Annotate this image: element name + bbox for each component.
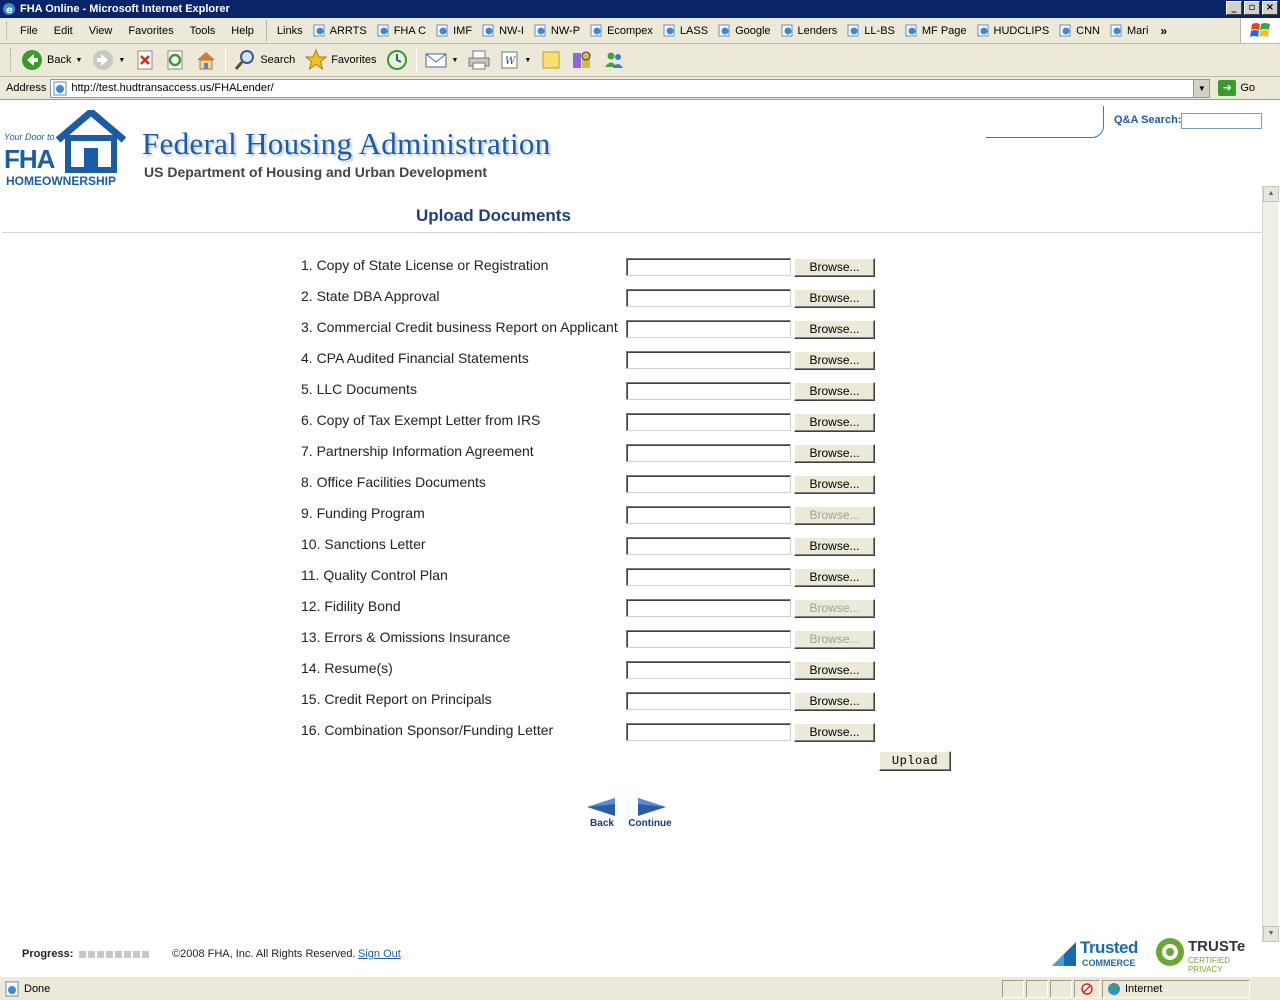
ie-page-icon — [905, 24, 919, 37]
research-button[interactable] — [566, 46, 598, 74]
ie-page-icon — [313, 24, 327, 37]
links-bar — [266, 20, 1167, 42]
toolbar-separator — [225, 48, 226, 72]
qa-search-label: Q&A Search: — [1114, 114, 1182, 126]
document-label: 4. CPA Audited Financial Statements — [301, 350, 529, 366]
browse-button: Browse... — [794, 599, 875, 618]
link-item[interactable] — [714, 24, 776, 37]
progress-steps — [79, 951, 149, 958]
continue-arrow-icon — [634, 798, 666, 816]
window-title: FHA Online - Microsoft Internet Explorer — [20, 3, 230, 15]
nav-continue-label: Continue — [628, 818, 672, 829]
logo-tagline: Your Door to — [4, 132, 55, 142]
stop-icon — [135, 50, 155, 70]
browse-button[interactable]: Browse... — [794, 661, 875, 680]
home-icon — [195, 50, 217, 70]
document-row — [2, 411, 902, 431]
ie-page-icon — [1110, 24, 1124, 37]
page-icon — [53, 81, 68, 96]
trusted-commerce-icon — [1050, 940, 1078, 968]
file-path-input[interactable] — [626, 506, 791, 524]
document-row — [2, 597, 902, 617]
go-button[interactable] — [1218, 80, 1255, 96]
back-arrow-icon — [21, 49, 43, 71]
document-row — [2, 256, 902, 276]
note-icon — [541, 50, 561, 70]
browse-button[interactable]: Browse... — [794, 258, 875, 277]
browse-button[interactable]: Browse... — [794, 568, 875, 587]
back-label: Back — [47, 54, 72, 66]
menu-edit[interactable]: Edit — [53, 24, 73, 37]
ie-page-icon — [977, 24, 991, 37]
maximize-button[interactable]: ▫ — [1244, 1, 1260, 15]
popup-blocked-panel[interactable] — [1074, 980, 1100, 998]
link-label: HUDCLIPS — [993, 24, 1050, 37]
fha-logo[interactable] — [4, 110, 124, 188]
link-item[interactable] — [1055, 24, 1106, 37]
document-row — [2, 504, 902, 524]
document-label: 14. Resume(s) — [301, 660, 393, 676]
history-button[interactable] — [381, 46, 413, 74]
edit-word-button[interactable] — [495, 46, 536, 74]
file-path-input[interactable] — [626, 289, 791, 307]
toolbar-grip[interactable] — [6, 22, 9, 40]
svg-text:W: W — [505, 56, 516, 67]
link-label: LASS — [679, 24, 709, 37]
home-button[interactable] — [190, 46, 222, 74]
links-more-chevron[interactable]: » — [1160, 23, 1168, 38]
logo-fha: FHA — [4, 144, 55, 174]
link-item[interactable] — [586, 24, 659, 37]
document-row — [2, 721, 902, 741]
status-text-panel — [0, 981, 1000, 997]
link-label: ARRTS — [329, 24, 367, 37]
status-panel — [1002, 980, 1024, 998]
toolbar-grip-2[interactable] — [10, 48, 13, 72]
file-path-input[interactable] — [626, 413, 791, 431]
scroll-up-arrow-icon[interactable]: ▲ — [1263, 186, 1279, 202]
go-label: Go — [1240, 82, 1256, 94]
sign-out-link[interactable]: Sign Out — [358, 948, 401, 960]
forward-arrow-icon — [92, 49, 114, 71]
ie-page-icon — [718, 24, 732, 37]
ie-page-icon — [847, 24, 861, 37]
link-item[interactable] — [901, 24, 973, 37]
document-row — [2, 287, 902, 307]
header-decoration — [986, 106, 1104, 138]
truste-badge[interactable] — [1154, 936, 1262, 974]
close-window-button[interactable]: × — [1262, 1, 1278, 15]
back-arrow-icon — [587, 798, 619, 816]
file-path-input[interactable] — [626, 599, 791, 617]
word-document-icon — [500, 50, 520, 70]
browse-button[interactable]: Browse... — [794, 444, 875, 463]
research-book-icon — [571, 50, 593, 70]
page-navigation — [584, 798, 684, 832]
link-item[interactable] — [373, 24, 432, 37]
browse-button[interactable]: Browse... — [794, 413, 875, 432]
browse-button[interactable]: Browse... — [794, 289, 875, 308]
document-row — [2, 349, 902, 369]
document-label: 2. State DBA Approval — [301, 288, 440, 304]
address-url: http://test.hudtransaccess.us/FHALender/ — [71, 82, 274, 94]
link-label: Mari — [1127, 24, 1149, 37]
page-viewport — [2, 102, 1262, 976]
refresh-button[interactable] — [160, 46, 190, 74]
scroll-down-arrow-icon[interactable]: ▼ — [1263, 926, 1279, 942]
favorites-button[interactable] — [300, 46, 381, 74]
trusted-text: Trusted — [1080, 938, 1138, 957]
search-icon — [234, 49, 256, 71]
windows-logo-icon — [1240, 18, 1280, 43]
progress-step — [88, 951, 95, 958]
printer-icon — [468, 50, 490, 70]
browse-button[interactable]: Browse... — [794, 475, 875, 494]
discuss-button[interactable] — [536, 46, 566, 74]
globe-icon — [1107, 982, 1121, 996]
link-item[interactable] — [659, 24, 714, 37]
file-path-input[interactable] — [626, 382, 791, 400]
link-label: Ecompex — [607, 24, 653, 37]
link-item[interactable] — [530, 24, 586, 37]
messenger-button[interactable] — [598, 46, 630, 74]
progress-indicator — [22, 948, 149, 960]
favorites-label: Favorites — [331, 54, 377, 66]
back-button[interactable] — [16, 46, 87, 74]
progress-label: Progress: — [22, 948, 74, 960]
progress-step — [106, 951, 113, 958]
ie-page-icon — [436, 24, 450, 37]
document-label: 16. Combination Sponsor/Funding Letter — [301, 722, 554, 738]
ie-page-icon — [590, 24, 604, 37]
site-subtitle: US Department of Housing and Urban Development — [144, 164, 488, 180]
standard-toolbar — [0, 44, 1280, 77]
progress-step — [115, 951, 122, 958]
document-row — [2, 535, 902, 555]
internet-explorer-icon — [2, 2, 16, 16]
truste-seal-icon — [1154, 936, 1186, 968]
link-item[interactable] — [973, 24, 1056, 37]
link-label: Google — [735, 24, 771, 37]
address-dropdown-icon[interactable]: ▼ — [1193, 80, 1209, 97]
logo-homeownership: HOMEOWNERSHIP — [6, 174, 117, 188]
link-label: Lenders — [797, 24, 838, 37]
link-item[interactable] — [309, 24, 373, 37]
edit-dropdown-icon[interactable]: ▼ — [524, 56, 532, 64]
mail-button[interactable] — [420, 46, 463, 74]
document-row — [2, 690, 902, 710]
link-label: NW-I — [499, 24, 524, 37]
mail-icon — [425, 51, 447, 69]
upload-button[interactable]: Upload — [879, 751, 951, 771]
document-row — [2, 628, 902, 648]
minimize-button[interactable]: _ — [1226, 1, 1242, 15]
vertical-scrollbar[interactable] — [1262, 186, 1278, 942]
browse-button[interactable]: Browse... — [794, 692, 875, 711]
history-icon — [386, 49, 408, 71]
links-label: Links — [276, 24, 303, 37]
document-row — [2, 659, 902, 679]
forward-button[interactable] — [87, 46, 130, 74]
document-row — [2, 318, 902, 338]
go-arrow-icon: ➜ — [1218, 80, 1236, 96]
browse-button[interactable]: Browse... — [794, 351, 875, 370]
svg-text:e: e — [6, 5, 13, 16]
file-path-input[interactable] — [626, 661, 791, 679]
document-row — [2, 442, 902, 462]
certified-privacy-text: CERTIFIED PRIVACY — [1188, 956, 1231, 974]
ie-page-icon — [663, 24, 677, 37]
document-label: 5. LLC Documents — [301, 381, 417, 397]
status-panel — [1026, 980, 1048, 998]
menu-help[interactable]: Help — [231, 24, 254, 37]
link-label: MF Page — [921, 24, 967, 37]
messenger-people-icon — [603, 50, 625, 70]
file-path-input[interactable] — [626, 568, 791, 586]
blocked-icon — [1081, 983, 1093, 995]
address-input[interactable] — [50, 79, 1210, 98]
nav-back-label: Back — [590, 818, 614, 829]
browse-button: Browse... — [794, 630, 875, 649]
progress-step — [133, 951, 140, 958]
print-button[interactable] — [463, 46, 495, 74]
menu-favorites[interactable]: Favorites — [128, 24, 174, 37]
nav-continue-button[interactable] — [628, 798, 676, 832]
file-path-input[interactable] — [626, 692, 791, 710]
link-label: FHA C — [393, 24, 427, 37]
ie-page-icon — [1059, 24, 1073, 37]
browse-button[interactable]: Browse... — [794, 723, 875, 742]
file-path-input[interactable] — [626, 475, 791, 493]
heading-divider — [2, 232, 1262, 233]
progress-step — [124, 951, 131, 958]
link-item[interactable] — [478, 24, 530, 37]
browse-button[interactable]: Browse... — [794, 537, 875, 556]
document-label: 13. Errors & Omissions Insurance — [301, 629, 511, 645]
document-label: 1. Copy of State License or Registration — [301, 257, 549, 273]
document-row — [2, 380, 902, 400]
qa-search-input[interactable] — [1181, 113, 1262, 129]
status-panel — [1050, 980, 1072, 998]
page-title: Upload Documents — [416, 206, 571, 225]
zone-text: Internet — [1125, 982, 1163, 995]
menu-tools[interactable]: Tools — [189, 24, 216, 37]
ie-page-icon — [377, 24, 391, 37]
ie-page-icon — [534, 24, 548, 37]
file-path-input[interactable] — [626, 320, 791, 338]
progress-step — [97, 951, 104, 958]
mail-dropdown-icon[interactable]: ▼ — [451, 56, 459, 64]
ie-page-icon — [482, 24, 496, 37]
ie-page-icon — [781, 24, 795, 37]
document-label: 6. Copy of Tax Exempt Letter from IRS — [301, 412, 541, 428]
document-label: 8. Office Facilities Documents — [301, 474, 486, 490]
link-label: CNN — [1076, 24, 1100, 37]
address-bar — [0, 77, 1280, 100]
file-path-input[interactable] — [626, 444, 791, 462]
link-label: IMF — [453, 24, 473, 37]
file-path-input[interactable] — [626, 537, 791, 555]
site-title: Federal Housing Administration — [142, 126, 551, 161]
nav-back-button[interactable] — [584, 798, 632, 832]
favorites-star-icon — [305, 49, 327, 71]
refresh-icon — [165, 50, 185, 70]
link-item[interactable] — [843, 24, 901, 37]
link-item[interactable] — [1106, 24, 1154, 37]
page-done-icon — [4, 981, 20, 997]
copyright-text: ©2008 FHA, Inc. All Rights Reserved. — [172, 948, 356, 960]
toolbar-separator-2 — [416, 48, 417, 72]
file-path-input[interactable] — [626, 723, 791, 741]
document-label: 7. Partnership Information Agreement — [301, 443, 534, 459]
search-button[interactable] — [229, 46, 300, 74]
status-bar — [0, 976, 1280, 1000]
document-row — [2, 473, 902, 493]
progress-step — [142, 951, 149, 958]
document-label: 11. Quality Control Plan — [301, 567, 448, 583]
file-path-input[interactable] — [626, 351, 791, 369]
trusted-commerce-badge[interactable] — [1050, 938, 1146, 968]
document-row — [2, 566, 902, 586]
browse-button: Browse... — [794, 506, 875, 525]
site-header — [2, 102, 1262, 190]
house-logo-icon — [56, 110, 126, 176]
address-label: Address — [6, 82, 47, 94]
document-label: 15. Credit Report on Principals — [301, 691, 492, 707]
document-label: 9. Funding Program — [301, 505, 425, 521]
forward-dropdown-icon[interactable]: ▼ — [118, 56, 126, 64]
document-label: 10. Sanctions Letter — [301, 536, 426, 552]
browse-button[interactable]: Browse... — [794, 320, 875, 339]
status-text: Done — [24, 982, 51, 995]
file-path-input[interactable] — [626, 630, 791, 648]
window-title-bar — [0, 0, 1280, 18]
link-item[interactable] — [777, 24, 844, 37]
menu-file[interactable]: File — [20, 24, 38, 37]
menu-view[interactable]: View — [88, 24, 113, 37]
link-label: NW-P — [550, 24, 581, 37]
browse-button[interactable]: Browse... — [794, 382, 875, 401]
link-item[interactable] — [432, 24, 478, 37]
document-label: 3. Commercial Credit business Report on Applicant — [301, 319, 618, 335]
back-dropdown-icon[interactable]: ▼ — [75, 56, 83, 64]
security-zone-panel — [1102, 980, 1250, 998]
file-path-input[interactable] — [626, 258, 791, 276]
search-label: Search — [260, 54, 296, 66]
menu-bar — [0, 18, 1280, 44]
commerce-text: COMMERCE — [1082, 958, 1136, 968]
stop-button[interactable] — [130, 46, 160, 74]
link-label: LL-BS — [864, 24, 895, 37]
progress-step — [79, 951, 86, 958]
truste-text: TRUSTe — [1188, 938, 1246, 955]
document-label: 12. Fidility Bond — [301, 598, 401, 614]
